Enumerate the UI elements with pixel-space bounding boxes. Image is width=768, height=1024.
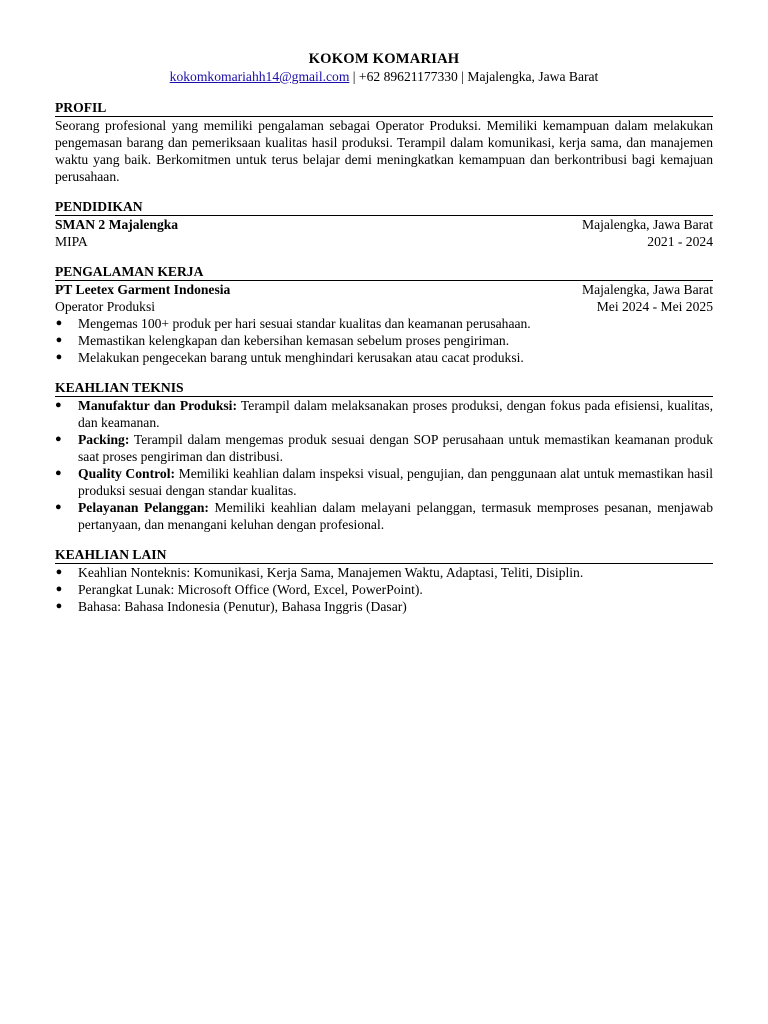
other-skills-heading: KEAHLIAN LAIN (55, 546, 713, 564)
experience-section (55, 263, 713, 366)
job-period: Mei 2024 - Mei 2025 (596, 299, 713, 314)
skill-title: Pelayanan Pelanggan: (78, 500, 209, 515)
profile-text: Seorang profesional yang memiliki pengalaman sebagai Operator Produksi. Memiliki kemampuan dalam melakukan pengemasan barang dan pemeriksaan kualitas hasil produksi. Terampil dalam komunikasi, kerja sama, dan manajemen waktu yang baik. Berkomitmen untuk terus belajar demi meningkatkan kemampuan dan berkontribusi bagi kemajuan perusahaan. (55, 118, 713, 184)
profile-section (55, 99, 713, 185)
technical-skills-section (55, 379, 713, 533)
email-link[interactable]: kokomkomariahh14@gmail.com (169, 69, 350, 84)
list-item (55, 499, 713, 533)
list-item (55, 431, 713, 465)
skill-title: Packing: (78, 432, 130, 447)
education-section (55, 198, 713, 250)
education-heading: PENDIDIKAN (55, 198, 713, 216)
list-item-text: Keahlian Nonteknis: Komunikasi, Kerja Sama, Manajemen Waktu, Adaptasi, Teliti, Disiplin. (78, 565, 584, 580)
bullet-icon: ● (55, 399, 62, 411)
list-item (55, 465, 713, 499)
skill-text: Terampil dalam melaksanakan proses produksi, dengan fokus pada efisiensi, kualitas, dan keamanan. (78, 398, 713, 430)
school-major: MIPA (55, 234, 88, 249)
bullet-icon: ● (55, 501, 62, 513)
school-name: SMAN 2 Majalengka (55, 217, 179, 232)
list-item-text: Melakukan pengecekan barang untuk menghindari kerusakan atau cacat produksi. (78, 350, 524, 365)
list-item-text: Perangkat Lunak: Microsoft Office (Word, Excel, PowerPoint). (78, 582, 423, 597)
list-item (55, 349, 713, 366)
bullet-icon: ● (55, 583, 63, 595)
list-item-text: Memastikan kelengkapan dan kebersihan kemasan sebelum proses pengiriman. (78, 333, 510, 348)
technical-skills-list (55, 397, 713, 533)
other-skills-section (55, 546, 713, 615)
skill-title: Quality Control: (78, 466, 176, 481)
bullet-icon: ● (55, 334, 63, 346)
list-item (55, 332, 713, 349)
experience-row-company (55, 281, 713, 298)
skill-title: Manufaktur dan Produksi: (78, 398, 237, 413)
contact-details: | +62 89621177330 | Majalengka, Jawa Barat (349, 69, 599, 84)
bullet-icon: ● (55, 566, 63, 578)
list-item (55, 315, 713, 332)
list-item-text: Bahasa: Bahasa Indonesia (Penutur), Bahasa Inggris (Dasar) (78, 599, 407, 614)
technical-skills-heading: KEAHLIAN TEKNIS (55, 379, 713, 397)
experience-row-role (55, 298, 713, 315)
contact-line (55, 68, 713, 86)
candidate-name: KOKOM KOMARIAH (308, 51, 460, 67)
skill-text: Memiliki keahlian dalam melayani pelanggan, termasuk memproses pesanan, menjawab pertanyaan, dan menangani keluhan dengan profesional. (78, 500, 713, 532)
skill-text: Memiliki keahlian dalam inspeksi visual, pengujian, dan penggunaan alat untuk memastikan hasil produksi sesuai dengan standar kualitas. (78, 466, 714, 498)
list-item-text: Mengemas 100+ produk per hari sesuai standar kualitas dan keamanan perusahaan. (78, 316, 531, 331)
bullet-icon: ● (55, 433, 62, 445)
bullet-icon: ● (55, 317, 63, 329)
bullet-icon: ● (55, 600, 63, 612)
experience-heading: PENGALAMAN KERJA (55, 263, 713, 281)
profile-heading: PROFIL (55, 99, 713, 117)
bullet-icon: ● (55, 467, 62, 479)
company-location: Majalengka, Jawa Barat (582, 282, 713, 297)
list-item (55, 581, 713, 598)
experience-bullets (55, 315, 713, 366)
school-period: 2021 - 2024 (647, 234, 713, 249)
school-location: Majalengka, Jawa Barat (582, 217, 713, 232)
list-item (55, 564, 713, 581)
job-role: Operator Produksi (55, 299, 156, 314)
skill-text: Terampil dalam mengemas produk sesuai dengan SOP perusahaan untuk memastikan keamanan produk saat proses pengiriman dan distribusi. (78, 432, 713, 464)
list-item (55, 397, 713, 431)
education-row-major (55, 233, 713, 250)
education-row-school (55, 216, 713, 233)
list-item (55, 598, 713, 615)
company-name: PT Leetex Garment Indonesia (55, 282, 231, 297)
other-skills-list (55, 564, 713, 615)
bullet-icon: ● (55, 351, 63, 363)
